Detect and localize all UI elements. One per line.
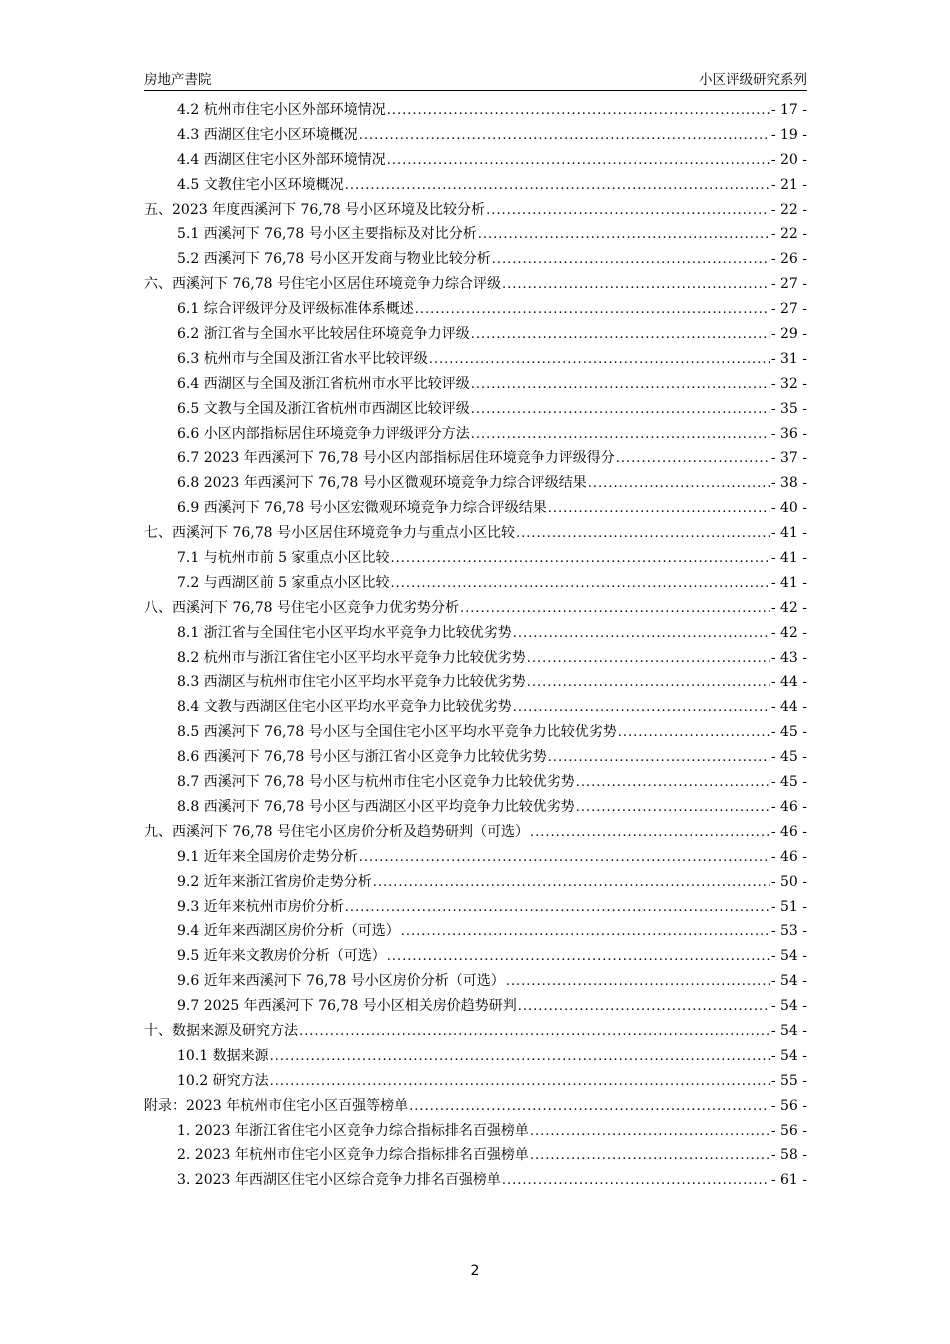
toc-section-entry[interactable] xyxy=(144,795,807,820)
toc-section-entry[interactable] xyxy=(144,446,807,471)
toc-section-entry[interactable] xyxy=(144,621,807,646)
toc-dot-leader xyxy=(576,795,770,821)
toc-entry-title: 6.2 浙江省与全国水平比较居住环境竞争力评级 xyxy=(177,326,470,343)
toc-dot-leader xyxy=(415,297,770,323)
toc-section-entry[interactable] xyxy=(144,1119,807,1144)
toc-entry-title: 五、2023 年度西溪河下 76,78 号小区环境及比较分析 xyxy=(144,201,486,218)
toc-entry-title: 8.1 浙江省与全国住宅小区平均水平竞争力比较优劣势 xyxy=(177,624,512,641)
toc-entry-title: 4.2 杭州市住宅小区外部环境情况 xyxy=(177,102,386,118)
toc-dot-leader xyxy=(401,919,770,945)
toc-entry-page: - 40 - xyxy=(770,500,807,517)
toc-dot-leader xyxy=(270,1069,770,1095)
header-series-title: 小区评级研究系列 xyxy=(699,72,807,88)
toc-entry-page: - 61 - xyxy=(770,1172,807,1189)
toc-chapter-entry[interactable] xyxy=(144,820,807,845)
toc-entry-page: - 26 - xyxy=(770,251,807,268)
toc-section-entry[interactable] xyxy=(144,247,807,272)
toc-entry-page: - 20 - xyxy=(770,151,807,168)
toc-entry-title: 9.4 近年来西湖区房价分析（可选） xyxy=(177,923,400,940)
toc-entry-page: - 36 - xyxy=(770,425,807,442)
toc-entry-title: 6.1 综合评级评分及评级标准体系概述 xyxy=(177,301,414,318)
toc-section-entry[interactable] xyxy=(144,670,807,695)
toc-entry-page: - 45 - xyxy=(770,774,807,791)
toc-dot-leader xyxy=(409,1094,770,1120)
toc-dot-leader xyxy=(502,1168,770,1194)
toc-entry-page: - 51 - xyxy=(770,898,807,915)
toc-entry-page: - 32 - xyxy=(770,375,807,392)
toc-chapter-entry[interactable] xyxy=(144,1019,807,1044)
toc-section-entry[interactable] xyxy=(144,571,807,596)
toc-dot-leader xyxy=(345,895,770,921)
toc-entry-page: - 44 - xyxy=(770,699,807,716)
toc-section-entry[interactable] xyxy=(144,845,807,870)
toc-entry-title: 9.2 近年来浙江省房价走势分析 xyxy=(177,873,372,890)
toc-entry-page: - 45 - xyxy=(770,724,807,741)
toc-section-entry[interactable] xyxy=(144,1044,807,1069)
toc-dot-leader xyxy=(513,695,770,721)
toc-entry-page: - 58 - xyxy=(770,1147,807,1164)
toc-entry-page: - 41 - xyxy=(770,525,807,542)
toc-chapter-entry[interactable] xyxy=(144,1094,807,1119)
toc-entry-page: - 53 - xyxy=(770,923,807,940)
toc-entry-page: - 22 - xyxy=(770,226,807,243)
toc-section-entry[interactable] xyxy=(144,546,807,571)
toc-section-entry[interactable] xyxy=(144,222,807,247)
toc-entry-title: 8.2 杭州市与浙江省住宅小区平均水平竞争力比较优劣势 xyxy=(177,649,526,666)
toc-section-entry[interactable] xyxy=(144,496,807,521)
toc-entry-title: 8.6 西溪河下 76,78 号小区与浙江省小区竞争力比较优劣势 xyxy=(177,749,547,766)
toc-entry-page: - 42 - xyxy=(770,599,807,616)
toc-entry-title: 9.6 近年来西溪河下 76,78 号小区房价分析（可选） xyxy=(177,973,505,990)
toc-entry-title: 9.7 2025 年西溪河下 76,78 号小区相关房价趋势研判 xyxy=(177,998,517,1015)
toc-entry-title: 6.4 西湖区与全国及浙江省杭州市水平比较评级 xyxy=(177,375,470,392)
toc-entry-page: - 55 - xyxy=(770,1072,807,1089)
toc-section-entry[interactable] xyxy=(144,173,807,198)
toc-entry-title: 6.5 文教与全国及浙江省杭州市西湖区比较评级 xyxy=(177,400,470,417)
toc-section-entry[interactable] xyxy=(144,148,807,173)
toc-section-entry[interactable] xyxy=(144,1168,807,1193)
toc-entry-title: 6.9 西溪河下 76,78 号小区宏微观环境竞争力综合评级结果 xyxy=(177,500,547,517)
toc-dot-leader xyxy=(345,173,770,199)
toc-entry-page: - 45 - xyxy=(770,749,807,766)
toc-entry-page: - 35 - xyxy=(770,400,807,417)
toc-section-entry[interactable] xyxy=(144,1143,807,1168)
toc-entry-title: 4.5 文教住宅小区环境概况 xyxy=(177,176,344,193)
toc-dot-leader xyxy=(576,770,770,796)
toc-dot-leader xyxy=(471,372,770,398)
toc-dot-leader xyxy=(616,446,770,472)
toc-section-entry[interactable] xyxy=(144,895,807,920)
toc-entry-page: - 22 - xyxy=(770,201,807,218)
toc-entry-title: 八、西溪河下 76,78 号住宅小区竞争力优劣势分析 xyxy=(144,599,459,616)
toc-section-entry[interactable] xyxy=(144,471,807,496)
toc-entry-title: 9.3 近年来杭州市房价分析 xyxy=(177,898,344,915)
toc-section-entry[interactable] xyxy=(144,422,807,447)
toc-dot-leader xyxy=(518,994,770,1020)
toc-dot-leader xyxy=(359,845,770,871)
toc-entry-title: 10.1 数据来源 xyxy=(177,1047,269,1064)
toc-section-entry[interactable] xyxy=(144,745,807,770)
toc-dot-leader xyxy=(506,969,770,995)
toc-dot-leader xyxy=(478,222,770,248)
toc-entry-title: 8.8 西溪河下 76,78 号小区与西湖区小区平均竞争力比较优劣势 xyxy=(177,798,575,815)
toc-entry-title: 七、西溪河下 76,78 号小区居住环境竞争力与重点小区比较 xyxy=(144,525,515,542)
toc-section-entry[interactable] xyxy=(144,969,807,994)
toc-entry-title: 6.3 杭州市与全国及浙江省水平比较评级 xyxy=(177,350,428,367)
toc-entry-title: 5.2 西溪河下 76,78 号小区开发商与物业比较分析 xyxy=(177,251,491,268)
toc-dot-leader xyxy=(387,944,770,970)
toc-entry-title: 8.4 文教与西湖区住宅小区平均水平竞争力比较优劣势 xyxy=(177,699,512,716)
toc-section-entry[interactable] xyxy=(144,297,807,322)
toc-dot-leader xyxy=(471,397,770,423)
toc-entry-page: - 42 - xyxy=(770,624,807,641)
toc-entry-title: 9.5 近年来文教房价分析（可选） xyxy=(177,948,386,965)
toc-section-entry[interactable] xyxy=(144,646,807,671)
toc-section-entry[interactable] xyxy=(144,994,807,1019)
toc-section-entry[interactable] xyxy=(144,397,807,422)
toc-section-entry[interactable] xyxy=(144,372,807,397)
toc-entry-page: - 56 - xyxy=(770,1097,807,1114)
toc-entry-title: 九、西溪河下 76,78 号住宅小区房价分析及趋势研判（可选） xyxy=(144,823,529,840)
toc-section-entry[interactable] xyxy=(144,1069,807,1094)
toc-dot-leader xyxy=(548,496,770,522)
toc-dot-leader xyxy=(513,621,770,647)
toc-chapter-entry[interactable] xyxy=(144,521,807,546)
toc-dot-leader xyxy=(530,1119,770,1145)
toc-section-entry[interactable] xyxy=(144,695,807,720)
toc-dot-leader xyxy=(471,322,770,348)
toc-entry-page: - 46 - xyxy=(770,848,807,865)
toc-section-entry[interactable] xyxy=(144,770,807,795)
toc-entry-page: - 54 - xyxy=(770,1047,807,1064)
toc-dot-leader xyxy=(359,123,770,149)
page-number: 2 xyxy=(470,1263,480,1279)
page-header xyxy=(144,66,807,91)
toc-section-entry[interactable] xyxy=(144,919,807,944)
toc-dot-leader xyxy=(486,198,770,224)
toc-entry-page: - 19 - xyxy=(770,126,807,143)
toc-entry-page: - 46 - xyxy=(770,823,807,840)
toc-entry-title: 附录：2023 年杭州市住宅小区百强等榜单 xyxy=(144,1097,409,1114)
toc-entry-page: - 41 - xyxy=(770,550,807,567)
toc-entry-page: - 56 - xyxy=(770,1122,807,1139)
toc-chapter-entry[interactable] xyxy=(144,272,807,297)
toc-dot-leader xyxy=(471,422,770,448)
toc-entry-title: 10.2 研究方法 xyxy=(177,1072,269,1089)
toc-entry-title: 8.7 西溪河下 76,78 号小区与杭州市住宅小区竞争力比较优劣势 xyxy=(177,774,575,791)
toc-dot-leader xyxy=(299,1019,770,1045)
toc-entry-title: 十、数据来源及研究方法 xyxy=(144,1022,298,1039)
toc-dot-leader xyxy=(270,1044,770,1070)
toc-entry-title: 8.5 西溪河下 76,78 号小区与全国住宅小区平均水平竞争力比较优劣势 xyxy=(177,724,617,741)
toc-dot-leader xyxy=(429,347,770,373)
toc-entry-page: - 54 - xyxy=(770,998,807,1015)
toc-dot-leader xyxy=(530,1143,770,1169)
toc-entry-page: - 54 - xyxy=(770,1022,807,1039)
toc-entry-page: - 17 - xyxy=(770,102,807,118)
toc-dot-leader xyxy=(618,720,770,746)
toc-entry-page: - 29 - xyxy=(770,326,807,343)
toc-entry-title: 4.3 西湖区住宅小区环境概况 xyxy=(177,126,358,143)
toc-entry-page: - 31 - xyxy=(770,350,807,367)
toc-section-entry[interactable] xyxy=(144,347,807,372)
toc-entry-title: 6.8 2023 年西溪河下 76,78 号小区微观环境竞争力综合评级结果 xyxy=(177,475,587,492)
toc-entry-title: 7.1 与杭州市前 5 家重点小区比较 xyxy=(177,550,390,567)
toc-dot-leader xyxy=(387,98,770,124)
toc-entry-title: 7.2 与西湖区前 5 家重点小区比较 xyxy=(177,574,390,591)
toc-dot-leader xyxy=(391,571,770,597)
table-of-contents xyxy=(144,98,807,1193)
toc-section-entry[interactable] xyxy=(144,944,807,969)
toc-dot-leader xyxy=(391,546,770,572)
toc-entry-page: - 44 - xyxy=(770,674,807,691)
toc-entry-title: 5.1 西溪河下 76,78 号小区主要指标及对比分析 xyxy=(177,226,477,243)
toc-section-entry[interactable] xyxy=(144,123,807,148)
toc-dot-leader xyxy=(492,247,770,273)
toc-entry-title: 1. 2023 年浙江省住宅小区竞争力综合指标排名百强榜单 xyxy=(177,1122,529,1139)
toc-entry-title: 9.1 近年来全国房价走势分析 xyxy=(177,848,358,865)
toc-section-entry[interactable] xyxy=(144,720,807,745)
header-publisher: 房地产書院 xyxy=(144,72,212,88)
toc-dot-leader xyxy=(527,670,770,696)
toc-entry-page: - 21 - xyxy=(770,176,807,193)
toc-entry-page: - 27 - xyxy=(770,276,807,293)
toc-section-entry[interactable] xyxy=(144,98,807,123)
toc-entry-page: - 54 - xyxy=(770,948,807,965)
toc-entry-title: 4.4 西湖区住宅小区外部环境情况 xyxy=(177,151,386,168)
toc-dot-leader xyxy=(516,521,770,547)
toc-dot-leader xyxy=(460,596,770,622)
toc-dot-leader xyxy=(502,272,770,298)
toc-entry-page: - 37 - xyxy=(770,450,807,467)
toc-entry-title: 6.7 2023 年西溪河下 76,78 号小区内部指标居住环境竞争力评级得分 xyxy=(177,450,615,467)
toc-dot-leader xyxy=(387,148,770,174)
toc-dot-leader xyxy=(530,820,770,846)
toc-entry-title: 六、西溪河下 76,78 号住宅小区居住环境竞争力综合评级 xyxy=(144,276,501,293)
toc-chapter-entry[interactable] xyxy=(144,596,807,621)
toc-entry-title: 3. 2023 年西湖区住宅小区综合竞争力排名百强榜单 xyxy=(177,1172,501,1189)
toc-entry-page: - 43 - xyxy=(770,649,807,666)
toc-dot-leader xyxy=(527,646,770,672)
toc-entry-page: - 41 - xyxy=(770,574,807,591)
toc-section-entry[interactable] xyxy=(144,322,807,347)
toc-entry-page: - 46 - xyxy=(770,798,807,815)
toc-entry-title: 6.6 小区内部指标居住环境竞争力评级评分方法 xyxy=(177,425,470,442)
toc-section-entry[interactable] xyxy=(144,870,807,895)
toc-entry-page: - 27 - xyxy=(770,301,807,318)
toc-entry-page: - 50 - xyxy=(770,873,807,890)
toc-entry-page: - 38 - xyxy=(770,475,807,492)
toc-entry-title: 2. 2023 年杭州市住宅小区竞争力综合指标排名百强榜单 xyxy=(177,1147,529,1164)
toc-dot-leader xyxy=(588,471,770,497)
toc-entry-page: - 54 - xyxy=(770,973,807,990)
toc-dot-leader xyxy=(373,870,770,896)
toc-dot-leader xyxy=(548,745,770,771)
toc-entry-title: 8.3 西湖区与杭州市住宅小区平均水平竞争力比较优劣势 xyxy=(177,674,526,691)
toc-chapter-entry[interactable] xyxy=(144,198,807,223)
